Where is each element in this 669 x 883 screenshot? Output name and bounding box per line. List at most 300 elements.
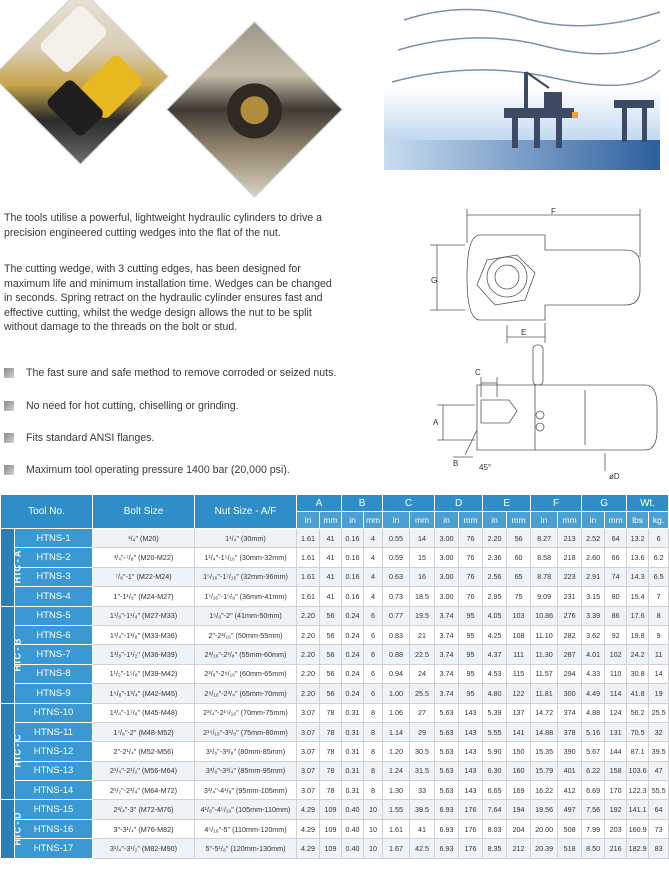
table-row <box>1 664 669 683</box>
header-E: E <box>483 495 531 512</box>
value-cell-f-mm: 213 <box>558 529 582 548</box>
unit-in: in <box>483 512 507 529</box>
table-row <box>1 742 669 761</box>
value-cell-d-in: 3.00 <box>435 548 459 567</box>
value-cell-d-mm: 95 <box>459 664 483 683</box>
bolt-size-cell: 3¹/₄"-3¹/₂" (M82-M90) <box>93 839 195 858</box>
value-cell-d-mm: 95 <box>459 684 483 703</box>
value-cell-g-mm: 80 <box>605 587 627 606</box>
value-cell-f-mm: 218 <box>558 548 582 567</box>
value-cell-b-mm: 10 <box>364 819 383 838</box>
value-cell-d-in: 3.74 <box>435 606 459 625</box>
value-cell-b-in: 0.24 <box>342 684 364 703</box>
value-cell-f-mm: 294 <box>558 664 582 683</box>
value-cell-wt-lbs: 70.5 <box>627 722 649 741</box>
dimension-label-E: E <box>521 328 527 337</box>
value-cell-wt-lbs: 19.8 <box>627 625 649 644</box>
nut-size-cell: 4¹/₈"-4⁵/₁₆" (105mm-110mm) <box>195 800 297 819</box>
nut-size-cell: 4⁵/₁₆"-5" (110mm-120mm) <box>195 819 297 838</box>
value-cell-b-mm: 10 <box>364 839 383 858</box>
value-cell-wt-kg: 11 <box>649 645 669 664</box>
value-cell-b-in: 0.24 <box>342 606 364 625</box>
value-cell-wt-kg: 55.5 <box>649 781 669 800</box>
value-cell-g-in: 7.99 <box>582 819 605 838</box>
unit-mm: mm <box>364 512 383 529</box>
value-cell-d-in: 6.93 <box>435 819 459 838</box>
header-nut-size: Nut Size - A/F <box>195 495 297 529</box>
value-cell-e-in: 4.05 <box>483 606 507 625</box>
value-cell-c-mm: 15 <box>410 548 435 567</box>
value-cell-a-mm: 56 <box>320 684 342 703</box>
value-cell-wt-kg: 6 <box>649 529 669 548</box>
value-cell-d-mm: 143 <box>459 722 483 741</box>
value-cell-b-mm: 6 <box>364 645 383 664</box>
table-row <box>1 548 669 567</box>
value-cell-e-mm: 194 <box>507 800 531 819</box>
value-cell-f-in: 10.86 <box>531 606 558 625</box>
value-cell-wt-lbs: 14.3 <box>627 567 649 586</box>
value-cell-f-in: 11.57 <box>531 664 558 683</box>
value-cell-d-mm: 76 <box>459 567 483 586</box>
unit-mm: mm <box>507 512 531 529</box>
value-cell-f-in: 8.78 <box>531 567 558 586</box>
value-cell-b-in: 0.40 <box>342 819 364 838</box>
value-cell-e-mm: 115 <box>507 664 531 683</box>
value-cell-a-mm: 109 <box>320 839 342 858</box>
value-cell-c-mm: 14 <box>410 529 435 548</box>
value-cell-e-in: 4.80 <box>483 684 507 703</box>
value-cell-a-mm: 56 <box>320 664 342 683</box>
value-cell-wt-lbs: 17.6 <box>627 606 649 625</box>
table-row <box>1 625 669 644</box>
value-cell-g-mm: 124 <box>605 703 627 722</box>
dimension-label-C: C <box>475 368 481 377</box>
value-cell-a-mm: 41 <box>320 548 342 567</box>
value-cell-wt-kg: 9 <box>649 625 669 644</box>
value-cell-e-in: 2.56 <box>483 567 507 586</box>
value-cell-e-mm: 65 <box>507 567 531 586</box>
value-cell-a-mm: 56 <box>320 645 342 664</box>
value-cell-wt-lbs: 24.2 <box>627 645 649 664</box>
value-cell-g-in: 6.69 <box>582 781 605 800</box>
value-cell-a-mm: 78 <box>320 781 342 800</box>
value-cell-a-in: 1.61 <box>297 529 320 548</box>
value-cell-c-mm: 21 <box>410 625 435 644</box>
unit-lbs: lbs <box>627 512 649 529</box>
value-cell-f-mm: 231 <box>558 587 582 606</box>
offshore-platform-illustration <box>384 0 660 170</box>
value-cell-a-mm: 56 <box>320 625 342 644</box>
header-B: B <box>342 495 383 512</box>
value-cell-c-mm: 33 <box>410 781 435 800</box>
tool-number-cell: HTNS-6 <box>15 625 93 644</box>
value-cell-c-in: 0.94 <box>383 664 410 683</box>
value-cell-c-in: 1.30 <box>383 781 410 800</box>
feature-bullet <box>4 367 336 379</box>
specification-table <box>0 494 669 859</box>
value-cell-e-in: 2.20 <box>483 529 507 548</box>
bolt-size-cell: 1⁷/₈"-2" (M48-M52) <box>93 722 195 741</box>
tool-number-cell: HTNS-13 <box>15 761 93 780</box>
header-F: F <box>531 495 582 512</box>
table-row <box>1 761 669 780</box>
value-cell-a-mm: 41 <box>320 567 342 586</box>
value-cell-a-in: 2.20 <box>297 606 320 625</box>
table-row <box>1 800 669 819</box>
value-cell-a-in: 3.07 <box>297 722 320 741</box>
value-cell-a-in: 2.20 <box>297 664 320 683</box>
series-group-label <box>1 800 23 858</box>
value-cell-b-mm: 6 <box>364 664 383 683</box>
value-cell-wt-lbs: 30.8 <box>627 664 649 683</box>
value-cell-wt-lbs: 103.6 <box>627 761 649 780</box>
tool-number-cell: HTNS-1 <box>15 529 93 548</box>
bullet-square-icon <box>4 401 14 411</box>
bolt-size-cell: 2¹/₄"-2¹/₂" (M56-M64) <box>93 761 195 780</box>
value-cell-d-in: 3.00 <box>435 529 459 548</box>
value-cell-b-mm: 10 <box>364 800 383 819</box>
value-cell-e-mm: 60 <box>507 548 531 567</box>
value-cell-d-in: 3.00 <box>435 567 459 586</box>
bolt-size-cell: 2¹/₂"-2³/₄" (M64-M72) <box>93 781 195 800</box>
value-cell-c-in: 0.55 <box>383 529 410 548</box>
value-cell-b-mm: 4 <box>364 548 383 567</box>
value-cell-g-mm: 66 <box>605 548 627 567</box>
nut-size-cell: 3³/₄"-4¹/₈" (95mm-105mm) <box>195 781 297 800</box>
value-cell-c-in: 0.83 <box>383 625 410 644</box>
value-cell-b-in: 0.40 <box>342 839 364 858</box>
value-cell-e-mm: 103 <box>507 606 531 625</box>
value-cell-g-in: 7.56 <box>582 800 605 819</box>
header-C: C <box>383 495 435 512</box>
unit-in: in <box>531 512 558 529</box>
value-cell-g-mm: 102 <box>605 645 627 664</box>
value-cell-f-in: 8.58 <box>531 548 558 567</box>
series-group-text: HTC - D <box>12 812 23 846</box>
header-tool-no: Tool No. <box>1 495 93 529</box>
value-cell-g-in: 5.16 <box>582 722 605 741</box>
value-cell-wt-kg: 32 <box>649 722 669 741</box>
series-group-label <box>1 529 23 607</box>
value-cell-f-in: 15.79 <box>531 761 558 780</box>
value-cell-b-mm: 8 <box>364 781 383 800</box>
value-cell-g-in: 8.50 <box>582 839 605 858</box>
value-cell-a-mm: 109 <box>320 800 342 819</box>
value-cell-a-in: 4.29 <box>297 839 320 858</box>
value-cell-g-mm: 216 <box>605 839 627 858</box>
value-cell-f-mm: 412 <box>558 781 582 800</box>
value-cell-g-mm: 158 <box>605 761 627 780</box>
value-cell-a-in: 2.20 <box>297 625 320 644</box>
tool-number-cell: HTNS-3 <box>15 567 93 586</box>
value-cell-f-in: 11.30 <box>531 645 558 664</box>
nut-size-cell: 1⁷/₁₆"-1⁵/₈" (36mm-41mm) <box>195 587 297 606</box>
unit-mm: mm <box>410 512 435 529</box>
value-cell-d-in: 5.63 <box>435 722 459 741</box>
table-row <box>1 781 669 800</box>
value-cell-e-mm: 122 <box>507 684 531 703</box>
value-cell-e-in: 4.25 <box>483 625 507 644</box>
value-cell-b-mm: 8 <box>364 722 383 741</box>
value-cell-d-in: 3.00 <box>435 587 459 606</box>
nut-size-cell: 5"-5¹/₈" (120mm-130mm) <box>195 839 297 858</box>
value-cell-c-in: 1.67 <box>383 839 410 858</box>
value-cell-g-mm: 203 <box>605 819 627 838</box>
value-cell-c-mm: 42.5 <box>410 839 435 858</box>
bolt-size-cell: ³/₄"-⁷/₈" (M20-M22) <box>93 548 195 567</box>
value-cell-e-mm: 150 <box>507 742 531 761</box>
bolt-size-cell: 1¹/₄"-1³/₈" (M33-M36) <box>93 625 195 644</box>
value-cell-e-in: 5.90 <box>483 742 507 761</box>
value-cell-f-mm: 508 <box>558 819 582 838</box>
value-cell-f-in: 11.10 <box>531 625 558 644</box>
value-cell-f-in: 20.00 <box>531 819 558 838</box>
value-cell-e-mm: 108 <box>507 625 531 644</box>
value-cell-c-in: 1.06 <box>383 703 410 722</box>
value-cell-d-mm: 143 <box>459 761 483 780</box>
bullet-square-icon <box>4 368 14 378</box>
bolt-size-cell: 3"-3¹/₄" (M76-M82) <box>93 819 195 838</box>
value-cell-c-mm: 31.5 <box>410 761 435 780</box>
bolt-size-cell: ³/₄" (M20) <box>93 529 195 548</box>
value-cell-d-mm: 143 <box>459 742 483 761</box>
bolt-size-cell: 1³/₄"-1⁷/₈" (M45-M48) <box>93 703 195 722</box>
value-cell-f-in: 9.09 <box>531 587 558 606</box>
value-cell-b-mm: 8 <box>364 703 383 722</box>
nut-size-cell: 2⁹/₁₆"-2³/₄" (65mm-70mm) <box>195 684 297 703</box>
value-cell-f-mm: 287 <box>558 645 582 664</box>
bolt-size-cell: 1¹/₈"-1¹/₄" (M27-M33) <box>93 606 195 625</box>
value-cell-b-in: 0.31 <box>342 722 364 741</box>
nut-size-cell: 2³/₈"-2⁹/₁₆" (60mm-65mm) <box>195 664 297 683</box>
value-cell-d-in: 3.74 <box>435 684 459 703</box>
value-cell-wt-lbs: 122.3 <box>627 781 649 800</box>
value-cell-wt-kg: 83 <box>649 839 669 858</box>
series-group-text: HTC - B <box>12 638 23 672</box>
value-cell-a-in: 4.29 <box>297 800 320 819</box>
value-cell-wt-kg: 6.5 <box>649 567 669 586</box>
value-cell-e-in: 8.35 <box>483 839 507 858</box>
value-cell-g-in: 3.62 <box>582 625 605 644</box>
value-cell-f-mm: 374 <box>558 703 582 722</box>
value-cell-c-in: 0.59 <box>383 548 410 567</box>
series-group-text: HTC - A <box>12 550 23 584</box>
value-cell-b-in: 0.40 <box>342 800 364 819</box>
value-cell-g-in: 4.01 <box>582 645 605 664</box>
value-cell-a-in: 3.07 <box>297 761 320 780</box>
value-cell-e-in: 8.03 <box>483 819 507 838</box>
value-cell-a-mm: 41 <box>320 529 342 548</box>
specification-table-body <box>1 529 669 859</box>
value-cell-f-mm: 390 <box>558 742 582 761</box>
value-cell-wt-kg: 6.2 <box>649 548 669 567</box>
value-cell-f-mm: 378 <box>558 722 582 741</box>
value-cell-e-in: 4.53 <box>483 664 507 683</box>
value-cell-f-in: 15.35 <box>531 742 558 761</box>
value-cell-c-mm: 16 <box>410 567 435 586</box>
series-group-text: HTC - C <box>12 734 23 768</box>
value-cell-b-mm: 8 <box>364 742 383 761</box>
tool-number-cell: HTNS-9 <box>15 684 93 703</box>
value-cell-f-mm: 223 <box>558 567 582 586</box>
tool-number-cell: HTNS-11 <box>15 722 93 741</box>
value-cell-b-in: 0.16 <box>342 567 364 586</box>
tool-number-cell: HTNS-12 <box>15 742 93 761</box>
unit-in: in <box>582 512 605 529</box>
value-cell-wt-kg: 19 <box>649 684 669 703</box>
value-cell-a-in: 3.07 <box>297 781 320 800</box>
value-cell-a-in: 2.20 <box>297 684 320 703</box>
feature-bullet <box>4 464 290 476</box>
value-cell-a-in: 2.20 <box>297 645 320 664</box>
bullet-text: The fast sure and safe method to remove corroded or seized nuts. <box>26 367 337 379</box>
value-cell-wt-kg: 47 <box>649 761 669 780</box>
value-cell-f-mm: 518 <box>558 839 582 858</box>
bullet-text: Maximum tool operating pressure 1400 bar (20,000 psi). <box>26 464 290 476</box>
value-cell-c-in: 1.61 <box>383 819 410 838</box>
value-cell-c-in: 1.24 <box>383 761 410 780</box>
dimension-label-A: A <box>433 418 439 427</box>
value-cell-wt-lbs: 160.9 <box>627 819 649 838</box>
bolt-size-cell: 2³/₄"-3" (M72-M76) <box>93 800 195 819</box>
value-cell-a-mm: 56 <box>320 606 342 625</box>
value-cell-g-in: 3.15 <box>582 587 605 606</box>
value-cell-c-mm: 24 <box>410 664 435 683</box>
value-cell-a-in: 4.29 <box>297 819 320 838</box>
tool-number-cell: HTNS-17 <box>15 839 93 858</box>
value-cell-d-mm: 176 <box>459 800 483 819</box>
unit-mm: mm <box>320 512 342 529</box>
nut-size-cell: 1⁵/₈"-2" (41mm-50mm) <box>195 606 297 625</box>
value-cell-g-mm: 192 <box>605 800 627 819</box>
value-cell-g-in: 5.67 <box>582 742 605 761</box>
value-cell-a-in: 3.07 <box>297 703 320 722</box>
table-row <box>1 529 669 548</box>
value-cell-d-in: 5.63 <box>435 781 459 800</box>
tool-number-cell: HTNS-8 <box>15 664 93 683</box>
value-cell-g-mm: 110 <box>605 664 627 683</box>
header-D: D <box>435 495 483 512</box>
value-cell-a-mm: 78 <box>320 722 342 741</box>
table-row <box>1 645 669 664</box>
value-cell-wt-lbs: 41.8 <box>627 684 649 703</box>
nut-size-cell: 3¹/₈"-3³/₈" (80mm-85mm) <box>195 742 297 761</box>
value-cell-wt-lbs: 87.1 <box>627 742 649 761</box>
value-cell-f-in: 16.22 <box>531 781 558 800</box>
tool-number-cell: HTNS-7 <box>15 645 93 664</box>
value-cell-b-in: 0.31 <box>342 703 364 722</box>
value-cell-d-mm: 176 <box>459 819 483 838</box>
value-cell-g-in: 4.49 <box>582 684 605 703</box>
value-cell-a-in: 1.61 <box>297 548 320 567</box>
value-cell-e-in: 2.95 <box>483 587 507 606</box>
nut-size-cell: 2³/₄"-2¹⁵/₁₆" (70mm-75mm) <box>195 703 297 722</box>
value-cell-wt-lbs: 141.1 <box>627 800 649 819</box>
value-cell-b-in: 0.31 <box>342 761 364 780</box>
unit-in: in <box>342 512 364 529</box>
value-cell-wt-kg: 7 <box>649 587 669 606</box>
value-cell-d-in: 5.63 <box>435 742 459 761</box>
value-cell-c-mm: 41 <box>410 819 435 838</box>
photo-technician-with-tool <box>0 0 169 165</box>
value-cell-f-in: 20.39 <box>531 839 558 858</box>
feature-bullet <box>4 432 154 444</box>
value-cell-d-mm: 143 <box>459 781 483 800</box>
value-cell-b-mm: 8 <box>364 761 383 780</box>
value-cell-wt-lbs: 182.9 <box>627 839 649 858</box>
tool-number-cell: HTNS-10 <box>15 703 93 722</box>
value-cell-d-in: 3.74 <box>435 645 459 664</box>
value-cell-g-in: 4.33 <box>582 664 605 683</box>
value-cell-wt-kg: 14 <box>649 664 669 683</box>
dimension-label-F: F <box>551 207 556 216</box>
value-cell-e-in: 6.65 <box>483 781 507 800</box>
value-cell-wt-kg: 64 <box>649 800 669 819</box>
bullet-text: Fits standard ANSI flanges. <box>26 432 155 444</box>
value-cell-e-mm: 160 <box>507 761 531 780</box>
value-cell-b-in: 0.31 <box>342 742 364 761</box>
value-cell-c-in: 1.00 <box>383 684 410 703</box>
value-cell-e-mm: 111 <box>507 645 531 664</box>
value-cell-a-in: 3.07 <box>297 742 320 761</box>
value-cell-b-in: 0.24 <box>342 625 364 644</box>
value-cell-c-in: 1.55 <box>383 800 410 819</box>
bullet-square-icon <box>4 433 14 443</box>
value-cell-g-mm: 144 <box>605 742 627 761</box>
value-cell-d-mm: 95 <box>459 606 483 625</box>
value-cell-c-in: 0.88 <box>383 645 410 664</box>
value-cell-g-mm: 114 <box>605 684 627 703</box>
value-cell-c-mm: 30.5 <box>410 742 435 761</box>
value-cell-a-mm: 41 <box>320 587 342 606</box>
value-cell-e-in: 4.37 <box>483 645 507 664</box>
value-cell-d-mm: 76 <box>459 548 483 567</box>
unit-mm: mm <box>459 512 483 529</box>
series-group-label <box>1 606 23 703</box>
value-cell-e-in: 7.64 <box>483 800 507 819</box>
bolt-size-cell: 2"-2¹/₄" (M52-M56) <box>93 742 195 761</box>
value-cell-e-mm: 169 <box>507 781 531 800</box>
value-cell-g-mm: 74 <box>605 567 627 586</box>
value-cell-wt-lbs: 13.6 <box>627 548 649 567</box>
series-group-label <box>1 703 23 800</box>
value-cell-b-mm: 4 <box>364 529 383 548</box>
side-view-dimension-drawing <box>425 345 660 480</box>
value-cell-d-in: 5.63 <box>435 761 459 780</box>
value-cell-b-in: 0.16 <box>342 529 364 548</box>
nut-size-cell: 1⁵/₁₆"-1⁷/₁₆" (32mm-36mm) <box>195 567 297 586</box>
value-cell-d-mm: 76 <box>459 529 483 548</box>
value-cell-e-mm: 212 <box>507 839 531 858</box>
tool-number-cell: HTNS-5 <box>15 606 93 625</box>
value-cell-e-mm: 75 <box>507 587 531 606</box>
value-cell-b-mm: 6 <box>364 606 383 625</box>
feature-bullet <box>4 400 239 412</box>
value-cell-a-mm: 78 <box>320 703 342 722</box>
value-cell-f-in: 19.56 <box>531 800 558 819</box>
photo-nut-splitter-closeup <box>166 21 343 198</box>
value-cell-d-in: 6.93 <box>435 800 459 819</box>
value-cell-b-in: 0.16 <box>342 587 364 606</box>
value-cell-e-in: 6.30 <box>483 761 507 780</box>
value-cell-d-in: 3.74 <box>435 664 459 683</box>
value-cell-e-mm: 137 <box>507 703 531 722</box>
value-cell-c-mm: 27 <box>410 703 435 722</box>
value-cell-e-in: 2.36 <box>483 548 507 567</box>
nut-size-cell: 1¹/₄" (30mm) <box>195 529 297 548</box>
value-cell-c-mm: 22.5 <box>410 645 435 664</box>
value-cell-a-mm: 78 <box>320 761 342 780</box>
